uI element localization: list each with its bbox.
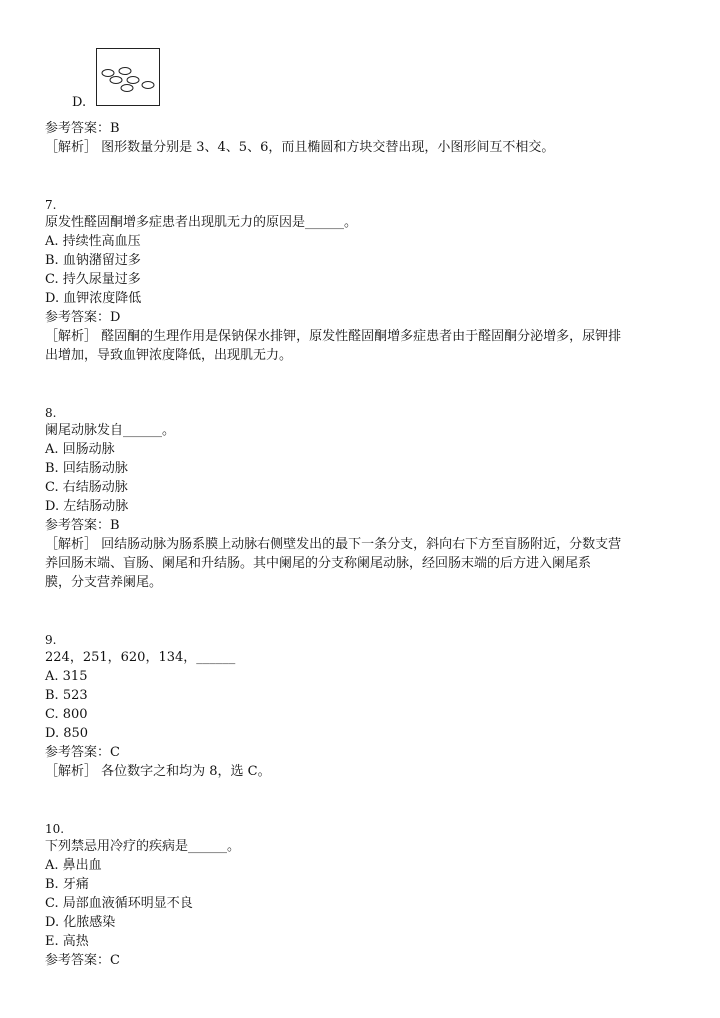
answer-line: 参考答案：D [45, 310, 121, 325]
analysis-line: 膜，分支营养阑尾。 [45, 575, 163, 590]
option-c: C. 800 [45, 707, 88, 722]
option-d: D. 左结肠动脉 [45, 499, 129, 514]
answer-line: 参考答案：C [45, 745, 120, 760]
analysis-line: ［解析］ 回结肠动脉为肠系膜上动脉右侧壁发出的最下一条分支，斜向右下方至盲肠附近，分数支营 [45, 537, 622, 552]
question-stem: 阑尾动脉发自______。 [45, 423, 176, 438]
question-number: 9. [45, 633, 57, 647]
ellipse-shape [142, 82, 154, 89]
option-c: C. 右结肠动脉 [45, 480, 128, 495]
option-d: D. 血钾浓度降低 [45, 291, 142, 306]
option-d-figure-row [72, 46, 192, 112]
question-number: 8. [45, 406, 57, 420]
analysis-line: 出增加，导致血钾浓度降低，出现肌无力。 [45, 348, 293, 363]
ellipse-shape [110, 77, 122, 84]
question-number: 7. [45, 198, 57, 212]
option-b: B. 523 [45, 688, 88, 703]
analysis-line: 养回肠末端、盲肠、阑尾和升结肠。其中阑尾的分支称阑尾动脉，经回肠末端的后方进入阑尾系 [45, 556, 592, 571]
option-b: B. 回结肠动脉 [45, 461, 128, 476]
option-c: C. 局部血液循环明显不良 [45, 896, 193, 911]
top-answer: 参考答案：B [45, 121, 120, 136]
answer-line: 参考答案：B [45, 518, 120, 533]
option-d-label: D. [72, 95, 87, 110]
ellipse-shape [127, 77, 139, 84]
ellipses-figure-icon [97, 49, 159, 105]
analysis-line: ［解析］ 各位数字之和均为 8，选 C。 [45, 764, 271, 779]
option-c: C. 持久尿量过多 [45, 272, 141, 287]
option-d-figure [96, 48, 160, 106]
ellipse-shape [102, 70, 114, 77]
option-a: A. 回肠动脉 [45, 442, 115, 457]
option-a: A. 315 [45, 669, 88, 684]
analysis-line: ［解析］ 醛固酮的生理作用是保钠保水排钾，原发性醛固酮增多症患者由于醛固酮分泌增多，尿钾排 [45, 329, 622, 344]
option-d: D. 化脓感染 [45, 915, 116, 930]
option-d: D. 850 [45, 726, 89, 741]
option-b: B. 牙痛 [45, 877, 89, 892]
option-e: E. 高热 [45, 934, 89, 949]
question-stem: 224，251，620，134，______ [45, 650, 236, 665]
question-stem: 下列禁忌用冷疗的疾病是______。 [45, 839, 241, 854]
ellipse-shape [119, 68, 131, 75]
ellipse-shape [121, 85, 133, 92]
top-analysis: ［解析］ 图形数量分别是 3、4、5、6，而且椭圆和方块交替出现，小图形间互不相交。 [45, 140, 555, 155]
option-a: A. 鼻出血 [45, 858, 102, 873]
question-stem: 原发性醛固酮增多症患者出现肌无力的原因是______。 [45, 215, 358, 230]
question-number: 10. [45, 822, 65, 836]
option-a: A. 持续性高血压 [45, 234, 141, 249]
option-b: B. 血钠潴留过多 [45, 253, 141, 268]
answer-line: 参考答案：C [45, 953, 120, 968]
